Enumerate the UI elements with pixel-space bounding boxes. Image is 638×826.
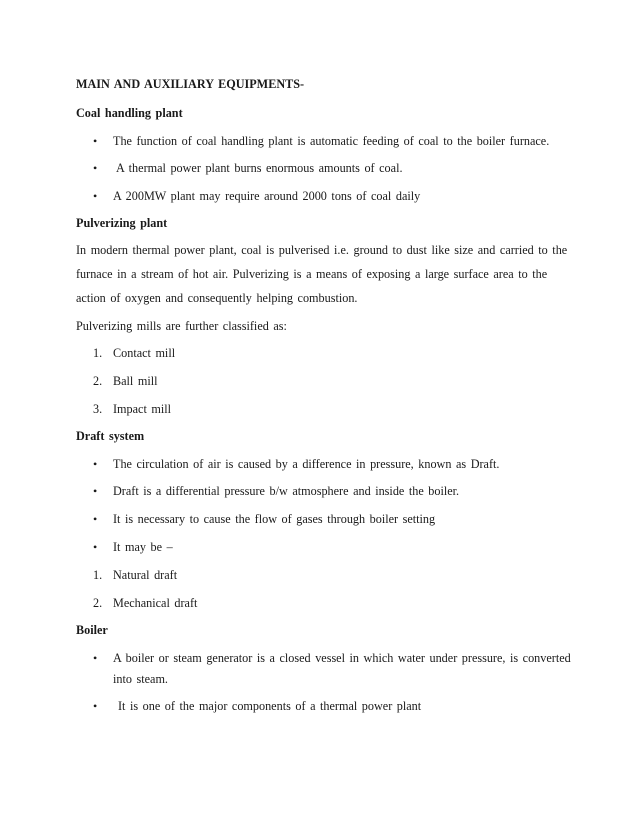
item-text: Natural draft — [113, 568, 178, 582]
bullet-icon: • — [93, 161, 98, 175]
list-item-text: A boiler or steam generator is a closed vessel in which water under pressure, is converted — [113, 651, 571, 665]
bullet-icon: • — [93, 699, 98, 713]
list-item-text: It is one of the major components of a thermal power plant — [118, 699, 422, 713]
section-heading-boiler: Boiler — [76, 623, 108, 637]
paragraph-line: In modern thermal power plant, coal is pulverised i.e. ground to dust like size and carried to the — [76, 243, 568, 257]
mills-intro: Pulverizing mills are further classified as: — [76, 319, 287, 333]
list-item-text: Draft is a differential pressure b/w atmosphere and inside the boiler. — [113, 484, 460, 498]
bullet-icon: • — [93, 540, 98, 554]
list-item-text: It may be – — [113, 540, 173, 554]
section-heading-coal-handling: Coal handling plant — [76, 106, 183, 120]
bullet-icon: • — [93, 189, 98, 203]
bullet-icon: • — [93, 512, 98, 526]
section-heading-draft-system: Draft system — [76, 429, 145, 443]
list-item-text: The circulation of air is caused by a difference in pressure, known as Draft. — [113, 457, 500, 471]
bullet-icon: • — [93, 484, 98, 498]
item-text: Impact mill — [113, 402, 172, 416]
list-item-text: The function of coal handling plant is automatic feeding of coal to the boiler furnace. — [113, 134, 550, 148]
list-item-text: A 200MW plant may require around 2000 tons of coal daily — [113, 189, 421, 203]
bullet-icon: • — [93, 457, 98, 471]
list-item-text: into steam. — [113, 672, 168, 686]
list-item-text: A thermal power plant burns enormous amounts of coal. — [116, 161, 403, 175]
item-number: 2. — [93, 374, 103, 388]
item-number: 2. — [93, 596, 103, 610]
item-text: Contact mill — [113, 346, 176, 360]
bullet-icon: • — [93, 651, 98, 665]
paragraph-line: action of oxygen and consequently helping combustion. — [76, 291, 358, 305]
paragraph-line: furnace in a stream of hot air. Pulverizing is a means of exposing a large surface area to the — [76, 267, 548, 281]
section-heading-pulverizing: Pulverizing plant — [76, 216, 168, 230]
bullet-icon: • — [93, 134, 98, 148]
item-number: 3. — [93, 402, 103, 416]
item-text: Ball mill — [113, 374, 158, 388]
item-number: 1. — [93, 346, 103, 360]
item-number: 1. — [93, 568, 103, 582]
list-item-text: It is necessary to cause the flow of gases through boiler setting — [113, 512, 436, 526]
document-title: MAIN AND AUXILIARY EQUIPMENTS- — [76, 77, 305, 91]
item-text: Mechanical draft — [113, 596, 198, 610]
